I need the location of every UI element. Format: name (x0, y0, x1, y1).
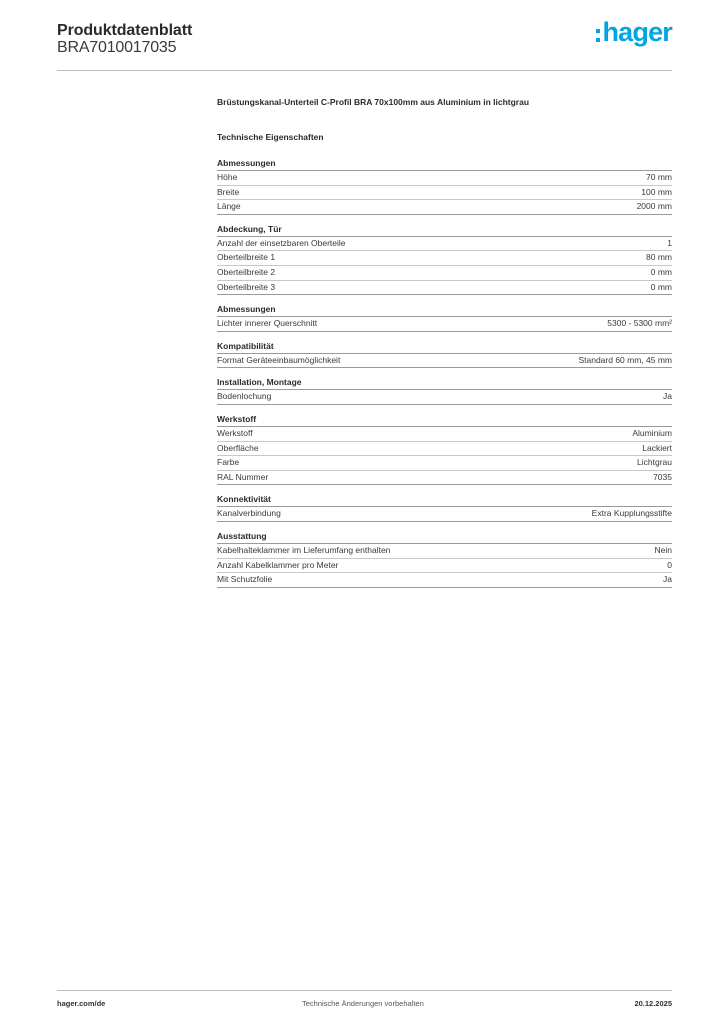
property-value: 80 mm (646, 252, 672, 263)
group-title: Werkstoff (217, 413, 672, 427)
property-row (217, 573, 672, 588)
property-label: Breite (217, 186, 240, 197)
product-title: Brüstungskanal-Unterteil C-Profil BRA 70x100mm aus Aluminium in lichtgrau (217, 97, 530, 107)
property-value: 2000 mm (636, 201, 672, 212)
property-label: RAL Nummer (217, 471, 269, 482)
logo-text: hager (602, 17, 672, 47)
footer-website: hager.com/de (57, 999, 106, 1008)
footer-date: 20.12.2025 (634, 999, 672, 1008)
property-label: Oberteilbreite 2 (217, 266, 276, 277)
group-title: Kompatibilität (217, 340, 672, 354)
property-label: Kabelhalteklammer im Lieferumfang enthalten (217, 544, 391, 555)
property-value: 0 mm (650, 281, 672, 292)
group-title: Installation, Montage (217, 376, 672, 390)
property-row (217, 544, 672, 559)
property-row (217, 507, 672, 522)
property-group (217, 530, 672, 588)
property-label: Oberfläche (217, 442, 259, 453)
property-group (217, 223, 672, 295)
property-label: Lichter innerer Querschnitt (217, 318, 318, 329)
property-group (217, 340, 672, 369)
group-title: Ausstattung (217, 530, 672, 544)
property-label: Format Geräteeinbaumöglichkeit (217, 354, 341, 365)
property-value: Ja (663, 574, 672, 585)
property-row (217, 200, 672, 215)
property-row (217, 281, 672, 296)
group-title: Abdeckung, Tür (217, 223, 672, 237)
document-number: BRA7010017035 (57, 39, 177, 56)
property-value: Lichtgrau (637, 457, 672, 468)
property-row (217, 471, 672, 486)
datasheet-content (217, 96, 672, 588)
property-row (217, 237, 672, 252)
property-value: 70 mm (646, 172, 672, 182)
property-label: Länge (217, 201, 241, 212)
property-label: Bodenlochung (217, 391, 272, 402)
property-group (217, 493, 672, 522)
property-row (217, 456, 672, 471)
page-footer (57, 990, 672, 1011)
property-group (217, 157, 672, 215)
group-title: Abmessungen (217, 303, 672, 317)
property-group (217, 413, 672, 485)
property-row (217, 559, 672, 574)
property-row (217, 390, 672, 405)
group-title: Abmessungen (217, 157, 672, 171)
property-row (217, 427, 672, 442)
property-value: Ja (663, 391, 672, 402)
property-row (217, 186, 672, 201)
group-title: Konnektivität (217, 493, 672, 507)
property-groups (217, 157, 672, 588)
logo-dot (596, 38, 600, 42)
property-value: Nein (654, 544, 672, 555)
property-label: Mit Schutzfolie (217, 574, 273, 585)
property-value: Extra Kupplungsstifte (591, 508, 672, 519)
property-value: Aluminium (632, 427, 672, 438)
document-title: Produktdatenblatt (57, 22, 193, 39)
property-value: 1 (667, 237, 672, 248)
property-value: 0 (667, 559, 672, 570)
property-label: Farbe (217, 457, 240, 468)
property-row (217, 266, 672, 281)
property-group (217, 303, 672, 332)
property-label: Anzahl Kabelklammer pro Meter (217, 559, 339, 570)
property-value: Lackiert (642, 442, 672, 453)
footer-notice: Technische Änderungen vorbehalten (302, 999, 424, 1008)
property-row (217, 354, 672, 369)
property-value: Standard 60 mm, 45 mm (578, 354, 672, 365)
property-row (217, 442, 672, 457)
property-label: Kanalverbindung (217, 508, 281, 519)
property-row (217, 317, 672, 332)
section-heading: Technische Eigenschaften (217, 132, 324, 142)
property-label: Anzahl der einsetzbaren Oberteile (217, 237, 346, 248)
property-label: Oberteilbreite 3 (217, 281, 276, 292)
property-value: 0 mm (650, 266, 672, 277)
logo-colon-icon (596, 29, 600, 42)
property-row (217, 171, 672, 186)
property-value: 5300 - 5300 mm² (607, 318, 672, 329)
property-row (217, 251, 672, 266)
property-label: Oberteilbreite 1 (217, 252, 276, 263)
property-label: Werkstoff (217, 427, 253, 438)
property-group (217, 376, 672, 405)
logo-dot (596, 29, 600, 33)
hager-logo (596, 16, 672, 48)
property-label: Höhe (217, 172, 238, 182)
page-header (57, 17, 672, 71)
property-value: 7035 (653, 471, 672, 482)
property-value: 100 mm (641, 186, 672, 197)
